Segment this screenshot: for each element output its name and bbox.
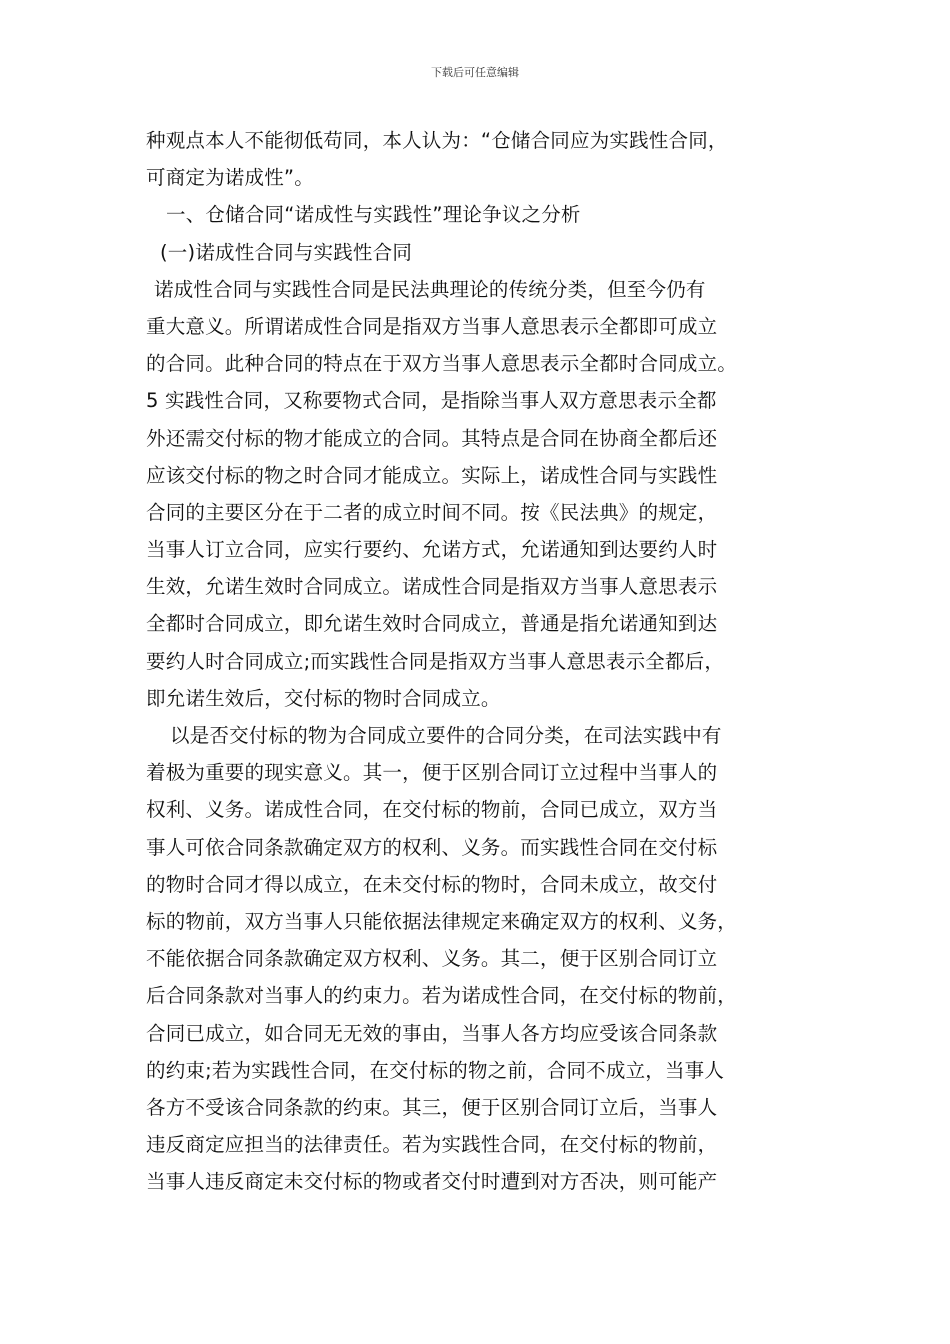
- body-line: 的合同。此种合同的特点在于双方当事人意思表示全都时合同成立。: [146, 352, 738, 376]
- body-line: 种观点本人不能彻低苟同，本人认为：“仓储合同应为实践性合同，: [146, 129, 728, 152]
- body-line: 外还需交付标的物才能成立的合同。其特点是合同在协商全都后还: [146, 426, 718, 450]
- body-line: 标的物前，双方当事人只能依据法律规定来确定双方的权利、义务，: [146, 909, 738, 933]
- body-line: 要约人时合同成立;而实践性合同是指双方当事人意思表示全都后，: [146, 649, 725, 673]
- body-line: 合同的主要区分在于二者的成立时间不同。按《民法典》的规定，: [146, 500, 718, 524]
- body-line: 当事人违反商定未交付标的物或者交付时遭到对方否决，则可能产: [146, 1170, 718, 1194]
- body-line: 应该交付标的物之时合同才能成立。实际上，诺成性合同与实践性: [146, 463, 718, 487]
- body-line: 不能依据合同条款确定双方权利、义务。其二，便于区别合同订立: [146, 947, 718, 971]
- body-line: 后合同条款对当事人的约束力。若为诺成性合同，在交付标的物前，: [146, 984, 738, 1008]
- body-line: 事人可依合同条款确定双方的权利、义务。而实践性合同在交付标: [146, 835, 718, 859]
- body-line: 即允诺生效后，交付标的物时合同成立。: [146, 686, 501, 710]
- body-line: 合同已成立，如合同无无效的事由，当事人各方均应受该合同条款: [146, 1021, 718, 1045]
- body-line: 各方不受该合同条款的约束。其三，便于区别合同订立后，当事人: [146, 1095, 718, 1119]
- body-line: 重大意义。所谓诺成性合同是指双方当事人意思表示全都即可成立: [146, 314, 718, 338]
- subsection-heading: (一)诺成性合同与实践性合同: [160, 240, 413, 264]
- body-line: 可商定为诺成性”。: [146, 166, 314, 190]
- body-line: 的约束;若为实践性合同，在交付标的物之前，合同不成立，当事人: [146, 1058, 725, 1082]
- document-body: [146, 122, 806, 1200]
- body-line: 5 实践性合同，又称要物式合同，是指除当事人双方意思表示全都: [146, 389, 717, 413]
- body-line: 着极为重要的现实意义。其一，便于区别合同订立过程中当事人的: [146, 761, 718, 785]
- body-line: 诺成性合同与实践性合同是民法典理论的传统分类，但至今仍有: [154, 277, 706, 301]
- body-line: 以是否交付标的物为合同成立要件的合同分类，在司法实践中有: [170, 724, 722, 747]
- body-line: 的物时合同才得以成立，在未交付标的物时，合同未成立，故交付: [146, 872, 718, 896]
- body-line: 违反商定应担当的法律责任。若为实践性合同，在交付标的物前，: [146, 1133, 718, 1157]
- body-line: 当事人订立合同，应实行要约、允诺方式，允诺通知到达要约人时: [146, 538, 718, 562]
- body-line: 全都时合同成立，即允诺生效时合同成立，普通是指允诺通知到达: [146, 612, 718, 636]
- body-line: 权利、义务。诺成性合同，在交付标的物前，合同已成立，双方当: [146, 798, 718, 822]
- page-header: 下载后可任意编辑: [431, 66, 519, 79]
- body-line: 生效，允诺生效时合同成立。诺成性合同是指双方当事人意思表示: [146, 575, 718, 599]
- section-heading: 一、仓储合同“诺成性与实践性”理论争议之分析: [166, 203, 581, 227]
